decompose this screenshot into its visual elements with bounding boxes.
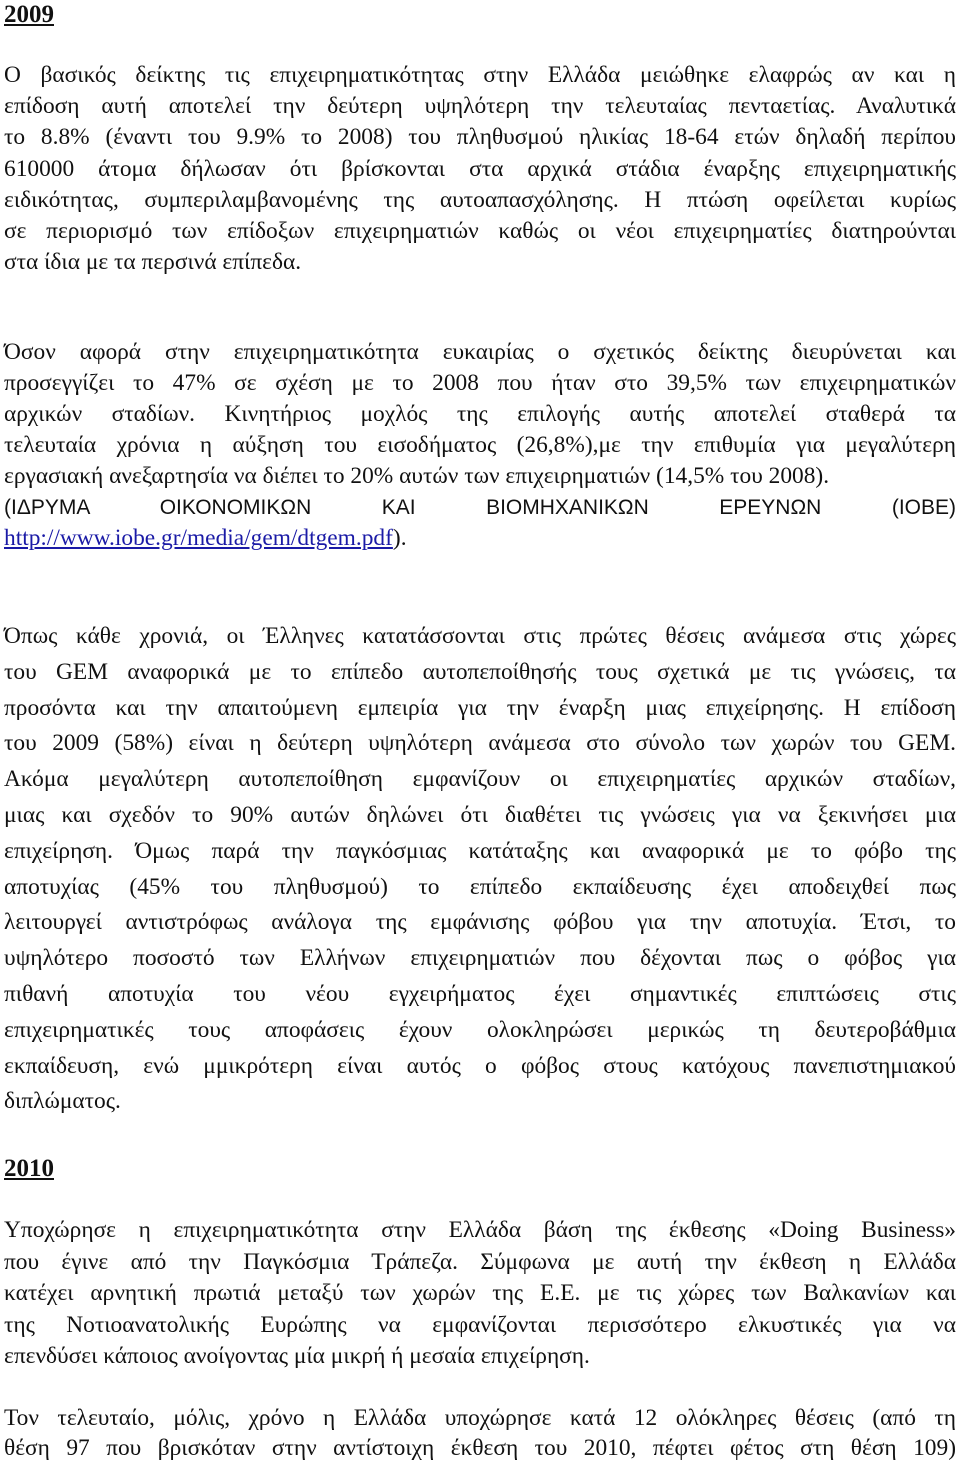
text-line: τελευταία χρόνια η αύξηση του εισοδήματος (26,8%),με την επιθυμία για μεγαλύτερη bbox=[4, 432, 956, 458]
text-line: πιθανή αποτυχία του νέου εγχειρήματος έχει σημαντικές επιπτώσεις στις bbox=[4, 980, 956, 1007]
text-line: ειδικότητας, συμπεριλαμβανομένης της αυτοαπασχόλησης. Η πτώση οφείλεται κυρίως bbox=[4, 186, 956, 213]
text-line: Ο βασικός δείκτης τις επιχειρηματικότητας στην Ελλάδα μειώθηκε ελαφρώς αν και η bbox=[4, 62, 956, 88]
paragraph-2009-1 bbox=[4, 60, 956, 278]
text-line: αποτυχίας (45% του πληθυσμού) το επίπεδο εκπαίδευσης έχει αποδειχθεί πως bbox=[4, 873, 956, 900]
text-line: εργασιακή ανεξαρτησία να διέπει το 20% αυτών των επιχειρηματιών (14,5% του 2008). bbox=[4, 463, 830, 489]
text-line: Ακόμα μεγαλύτερη αυτοπεποίθηση εμφανίζουν οι επιχειρηματίες αρχικών σταδίων, bbox=[4, 766, 956, 793]
text-line: διπλώματος. bbox=[4, 1088, 121, 1115]
text-line: υψηλότερο ποσοστό των Ελλήνων επιχειρηματιών που δέχονται πως ο φόβος για bbox=[4, 945, 956, 972]
section-heading-2010: 2010 bbox=[4, 1155, 54, 1182]
section-heading-2009: 2009 bbox=[4, 1, 54, 28]
text-line: Υποχώρησε η επιχειρηματικότητα στην Ελλάδα βάση της έκθεσης «Doing Business» bbox=[4, 1217, 956, 1243]
paragraph-2009-2 bbox=[4, 337, 956, 554]
text-line: Όπως κάθε χρονιά, οι Έλληνες κατατάσσονται στις πρώτες θέσεις ανάμεσα στις χώρες bbox=[4, 623, 956, 649]
text-line: επίδοση αυτή αποτελεί την δεύτερη υψηλότερη την τελευταίας πενταετίας. Αναλυτικά bbox=[4, 93, 956, 120]
text-line: κατέχει αρνητική πρωτιά μεταξύ των χωρών της Ε.Ε. με τις χώρες των Βαλκανίων και bbox=[4, 1280, 956, 1306]
text-line: μιας και σχεδόν το 90% αυτών δηλώνει ότι διαθέτει τις γνώσεις για να ξεκινήσει μια bbox=[4, 801, 956, 828]
text-line: στα ίδια με τα περσινά επίπεδα. bbox=[4, 249, 302, 276]
text-line: προσεγγίζει το 47% σε σχέση με το 2008 που ήταν στο 39,5% των επιχειρηματικών bbox=[4, 370, 956, 396]
text-line: Τον τελευταίο, μόλις, χρόνο η Ελλάδα υποχώρησε κατά 12 ολόκληρες θέσεις (από τη bbox=[4, 1405, 956, 1431]
text-line: που έγινε από την Παγκόσμια Τράπεζα. Σύμφωνα με αυτή την έκθεση η Ελλάδα bbox=[4, 1248, 956, 1275]
text-line: λειτουργεί αντιστρόφως ανάλογα της εμφάνισης φόβου για την αποτυχία. Έτσι, το bbox=[4, 909, 956, 936]
text-line: επενδύσει κάποιος ανοίγοντας μία μικρή ή μεσαία επιχείρηση. bbox=[4, 1343, 590, 1369]
text-line: της Νοτιοανατολικής Ευρώπης να εμφανίζονται περισσότερο ελκυστικές για να bbox=[4, 1311, 956, 1338]
paragraph-2010-1 bbox=[4, 1215, 956, 1373]
source-institution-line: (ΙΔΡΥΜΑ ΟΙΚΟΝΟΜΙΚΩΝ ΚΑΙ ΒΙΟΜΗΧΑΝΙΚΩΝ ΕΡΕΥΝΩΝ (ΙΟΒΕ) bbox=[4, 496, 956, 519]
text-line: Όσον αφορά στην επιχειρηματικότητα ευκαιρίας ο σχετικός δείκτης διευρύνεται και bbox=[4, 339, 956, 365]
paragraph-2009-3 bbox=[4, 619, 956, 1120]
text-line: αρχικών σταδίων. Κινητήριος μοχλός της επιλογής αυτής αποτελεί σταθερά τα bbox=[4, 401, 956, 427]
text-line: επιχείρηση. Όμως παρά την παγκόσμιας κατάταξης και αναφορικά με το φόβο της bbox=[4, 837, 956, 864]
source-link-suffix: ). bbox=[392, 525, 407, 551]
text-line: προσόντα και την απαιτούμενη εμπειρία για την έναρξη μιας επιχείρησης. Η επίδοση bbox=[4, 694, 956, 721]
text-line: επιχειρηματικές τους αποφάσεις έχουν ολοκληρώσει μερικώς τη δευτεροβάθμια bbox=[4, 1016, 956, 1043]
text-line: σε περιορισμό των επίδοξων επιχειρηματιών καθώς οι νέοι επιχειρηματίες διατηρούνται bbox=[4, 217, 956, 244]
source-link[interactable]: http://www.iobe.gr/media/gem/dtgem.pdf bbox=[4, 525, 393, 551]
text-line: το 8.8% (έναντι του 9.9% το 2008) του πληθυσμού ηλικίας 18-64 ετών δηλαδή περίπου bbox=[4, 124, 956, 151]
text-line: του GEM αναφορικά με το επίπεδο αυτοπεποίθησής τους σχετικά με τις γνώσεις, τα bbox=[4, 658, 956, 685]
text-line: εκπαίδευση, ενώ μμικρότερη είναι αυτός ο φόβος στους κατόχους πανεπιστημιακού bbox=[4, 1052, 956, 1079]
text-line: 610000 άτομα δήλωσαν ότι βρίσκονται στα αρχικά στάδια έναρξης επιχειρηματικής bbox=[4, 155, 956, 182]
paragraph-2010-2 bbox=[4, 1403, 956, 1463]
source-link-line bbox=[4, 523, 956, 554]
text-line: του 2009 (58%) είναι η δεύτερη υψηλότερη ανάμεσα στο σύνολο των χωρών του GEM. bbox=[4, 730, 956, 757]
text-line: θέση 97 που βρισκόταν στην αντίστοιχη έκθεση του 2010, πέφτει φέτος στη θέση 109) bbox=[4, 1435, 956, 1461]
